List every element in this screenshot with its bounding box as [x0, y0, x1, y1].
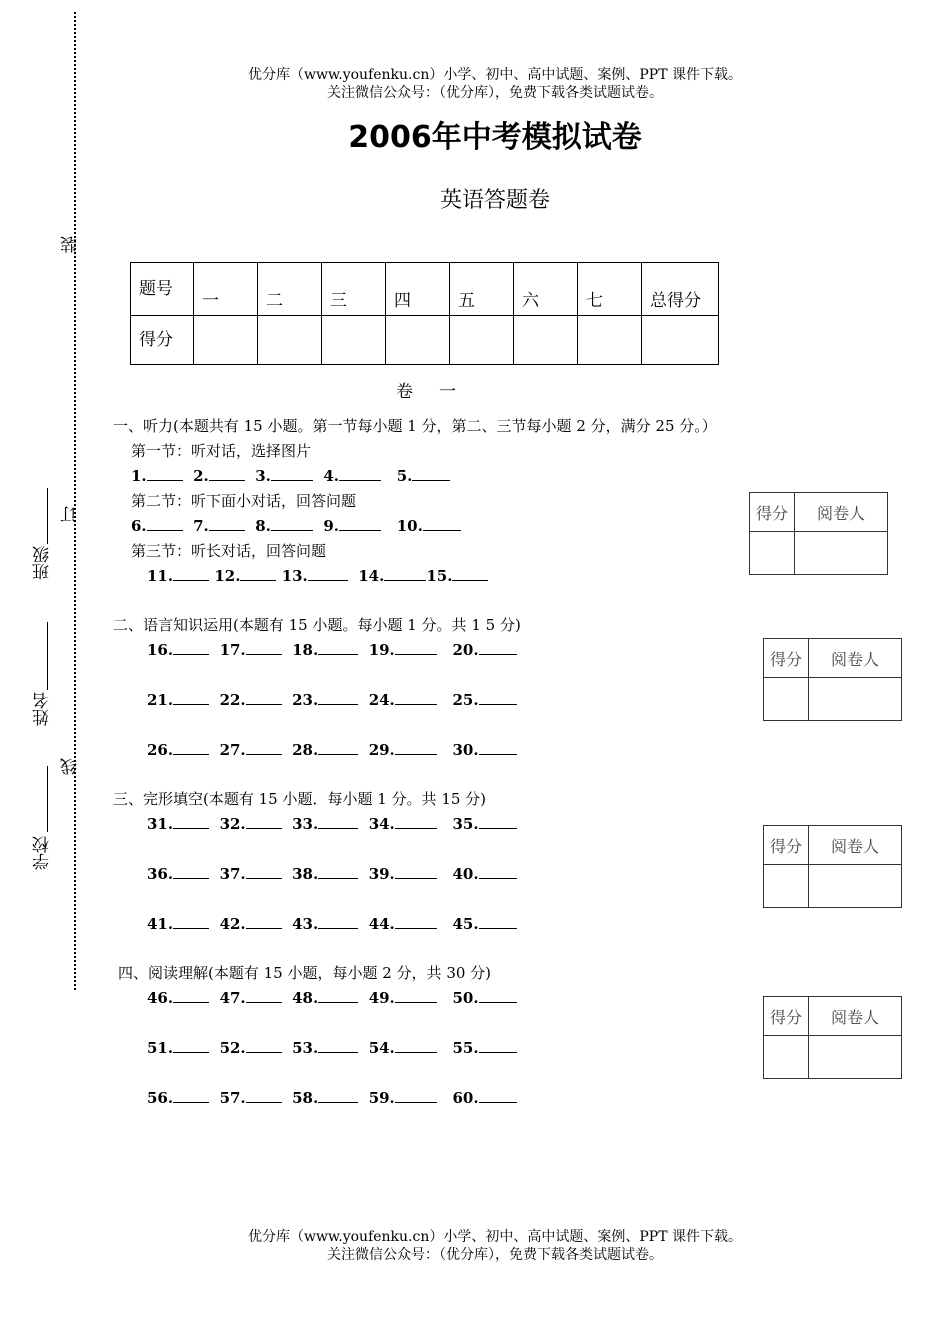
- answer-blank[interactable]: [240, 566, 276, 581]
- answer-blank[interactable]: [318, 864, 358, 879]
- question-number: 56.: [147, 1089, 174, 1107]
- question-number: 47.: [219, 989, 246, 1007]
- score-table: [130, 262, 719, 365]
- grade-box-reviewer-label: 阅卷人: [809, 826, 902, 865]
- question-number: 52.: [219, 1039, 246, 1057]
- answer-blank[interactable]: [412, 466, 450, 481]
- question-number: 57.: [219, 1089, 246, 1107]
- question-number: 38.: [292, 865, 319, 883]
- grade-box-score-cell[interactable]: [764, 1036, 809, 1079]
- question-number: 3.: [255, 467, 271, 485]
- score-col-6: 六: [514, 263, 578, 316]
- answer-row-51-55: [147, 1038, 517, 1057]
- answer-blank[interactable]: [479, 814, 517, 829]
- question-number: 5.: [396, 467, 413, 485]
- answer-blank[interactable]: [318, 640, 358, 655]
- score-col-4: 四: [386, 263, 450, 316]
- question-number: 42.: [219, 915, 246, 933]
- question-number: 24.: [368, 691, 395, 709]
- question-number: 27.: [219, 741, 246, 759]
- name-label: 姓名: [33, 692, 53, 726]
- grade-box-reviewer-label: 阅卷人: [795, 493, 888, 532]
- answer-blank[interactable]: [479, 864, 517, 879]
- volume-label: 卷一: [396, 382, 482, 402]
- section-3-title: 三、完形填空(本题有 15 小题．每小题 1 分。共 15 分): [113, 790, 487, 808]
- score-table-row2-label: 得分: [131, 316, 194, 365]
- footer-line-1: 优分库（www.youfenku.cn）小学、初中、高中试题、案例、PPT 课件下载。: [247, 1229, 742, 1245]
- question-number: 7.: [193, 517, 209, 535]
- answer-blank[interactable]: [318, 988, 358, 1003]
- binding-ding: 订: [61, 506, 81, 523]
- question-number: 34.: [368, 815, 395, 833]
- score-cell[interactable]: [194, 316, 258, 365]
- answer-row-11-15: [147, 566, 488, 585]
- answer-blank[interactable]: [318, 740, 358, 755]
- binding-zhuang: 装: [61, 236, 81, 253]
- answer-blank[interactable]: [395, 1038, 437, 1053]
- question-number: 11.: [147, 567, 174, 585]
- answer-blank[interactable]: [339, 516, 381, 531]
- grade-box-score-cell[interactable]: [764, 865, 809, 908]
- question-number: 49.: [368, 989, 395, 1007]
- score-col-5: 五: [450, 263, 514, 316]
- answer-blank[interactable]: [479, 914, 517, 929]
- answer-blank[interactable]: [395, 640, 437, 655]
- question-number: 14.: [358, 567, 385, 585]
- question-number: 43.: [292, 915, 319, 933]
- answer-blank[interactable]: [173, 640, 209, 655]
- question-number: 46.: [147, 989, 174, 1007]
- score-cell[interactable]: [322, 316, 386, 365]
- grade-box-4: [763, 996, 902, 1079]
- question-number: 20.: [452, 641, 479, 659]
- answer-blank[interactable]: [147, 516, 183, 531]
- answer-blank[interactable]: [423, 516, 461, 531]
- answer-blank[interactable]: [173, 814, 209, 829]
- answer-blank[interactable]: [395, 988, 437, 1003]
- answer-blank[interactable]: [395, 914, 437, 929]
- answer-row-46-50: [147, 988, 517, 1007]
- question-number: 55.: [452, 1039, 479, 1057]
- answer-blank[interactable]: [173, 864, 209, 879]
- answer-row-31-35: [147, 814, 517, 833]
- header-line-2: 关注微信公众号：（优分库），免费下载各类试题试卷。: [327, 85, 663, 101]
- section-1-part-1: 第一节：听对话，选择图片: [131, 442, 312, 460]
- answer-blank[interactable]: [246, 640, 282, 655]
- binding-xian: 线: [61, 758, 81, 775]
- binding-dotted-line: [74, 12, 76, 990]
- score-cell-total[interactable]: [642, 316, 719, 365]
- question-number: 10.: [396, 517, 423, 535]
- grade-box-2: [763, 638, 902, 721]
- question-number: 37.: [219, 865, 246, 883]
- answer-blank[interactable]: [173, 1088, 209, 1103]
- question-number: 6.: [131, 517, 147, 535]
- question-number: 45.: [452, 915, 479, 933]
- answer-blank[interactable]: [173, 566, 209, 581]
- question-number: 12.: [214, 567, 241, 585]
- score-cell[interactable]: [578, 316, 642, 365]
- page-subtitle: 英语答题卷: [439, 188, 550, 213]
- answer-blank[interactable]: [271, 466, 313, 481]
- grade-box-3: [763, 825, 902, 908]
- answer-blank[interactable]: [479, 690, 517, 705]
- answer-blank[interactable]: [173, 740, 209, 755]
- question-number: 39.: [368, 865, 395, 883]
- answer-blank[interactable]: [173, 914, 209, 929]
- question-number: 35.: [452, 815, 479, 833]
- question-number: 16.: [147, 641, 174, 659]
- answer-blank[interactable]: [318, 914, 358, 929]
- answer-blank[interactable]: [173, 1038, 209, 1053]
- answer-row-1-5: [131, 466, 450, 485]
- answer-row-16-20: [147, 640, 517, 659]
- answer-blank[interactable]: [246, 914, 282, 929]
- answer-blank[interactable]: [452, 566, 488, 581]
- answer-blank[interactable]: [395, 864, 437, 879]
- answer-blank[interactable]: [246, 864, 282, 879]
- question-number: 31.: [147, 815, 174, 833]
- question-number: 30.: [452, 741, 479, 759]
- answer-blank[interactable]: [147, 466, 183, 481]
- question-number: 15.: [426, 567, 453, 585]
- answer-blank[interactable]: [246, 1038, 282, 1053]
- school-label: 学校: [33, 836, 53, 870]
- answer-blank[interactable]: [246, 690, 282, 705]
- score-cell[interactable]: [450, 316, 514, 365]
- answer-blank[interactable]: [246, 1088, 282, 1103]
- answer-blank[interactable]: [308, 566, 348, 581]
- answer-blank[interactable]: [479, 1038, 517, 1053]
- score-table-header-row: [131, 263, 719, 316]
- school-field-line[interactable]: [47, 766, 48, 832]
- answer-blank[interactable]: [318, 814, 358, 829]
- answer-row-26-30: [147, 740, 517, 759]
- question-number: 22.: [219, 691, 246, 709]
- score-col-total: 总得分: [642, 263, 719, 316]
- question-number: 50.: [452, 989, 479, 1007]
- answer-blank[interactable]: [318, 1038, 358, 1053]
- name-field-line[interactable]: [47, 622, 48, 690]
- answer-blank[interactable]: [395, 690, 437, 705]
- question-number: 9.: [323, 517, 340, 535]
- score-col-1: 一: [194, 263, 258, 316]
- answer-row-56-60: [147, 1088, 517, 1107]
- class-field-line[interactable]: [47, 488, 48, 544]
- section-1-part-2: 第二节：听下面小对话，回答问题: [131, 492, 357, 510]
- question-number: 51.: [147, 1039, 174, 1057]
- answer-blank[interactable]: [271, 516, 313, 531]
- answer-row-41-45: [147, 914, 517, 933]
- question-number: 18.: [292, 641, 319, 659]
- grade-box-reviewer-cell[interactable]: [809, 678, 902, 721]
- score-cell[interactable]: [514, 316, 578, 365]
- score-cell[interactable]: [386, 316, 450, 365]
- question-number: 33.: [292, 815, 319, 833]
- score-col-2: 二: [258, 263, 322, 316]
- grade-box-score-label: 得分: [750, 493, 795, 532]
- answer-blank[interactable]: [384, 566, 426, 581]
- section-4-title: 四、阅读理解(本题有 15 小题，每小题 2 分，共 30 分): [118, 964, 492, 982]
- question-number: 59.: [368, 1089, 395, 1107]
- answer-blank[interactable]: [246, 814, 282, 829]
- section-1-title: 一、听力(本题共有 15 小题。第一节每小题 1 分，第二、三节每小题 2 分，满分 25 分。）: [113, 417, 717, 435]
- page-title: 2006年中考模拟试卷: [348, 120, 642, 155]
- answer-blank[interactable]: [173, 988, 209, 1003]
- question-number: 2.: [193, 467, 209, 485]
- question-number: 53.: [292, 1039, 319, 1057]
- answer-blank[interactable]: [479, 740, 517, 755]
- question-number: 21.: [147, 691, 174, 709]
- grade-box-score-label: 得分: [764, 997, 809, 1036]
- answer-row-6-10: [131, 516, 461, 535]
- question-number: 13.: [281, 567, 308, 585]
- grade-box-score-cell[interactable]: [764, 678, 809, 721]
- answer-blank[interactable]: [209, 466, 245, 481]
- question-number: 17.: [219, 641, 246, 659]
- answer-blank[interactable]: [479, 640, 517, 655]
- question-number: 54.: [368, 1039, 395, 1057]
- question-number: 32.: [219, 815, 246, 833]
- answer-blank[interactable]: [395, 1088, 437, 1103]
- question-number: 60.: [452, 1089, 479, 1107]
- answer-row-21-25: [147, 690, 517, 709]
- answer-blank[interactable]: [246, 988, 282, 1003]
- answer-blank[interactable]: [395, 740, 437, 755]
- grade-box-reviewer-cell[interactable]: [809, 865, 902, 908]
- section-1-part-3: 第三节：听长对话，回答问题: [131, 542, 327, 560]
- grade-box-reviewer-cell[interactable]: [795, 532, 888, 575]
- grade-box-score-cell[interactable]: [750, 532, 795, 575]
- question-number: 8.: [255, 517, 271, 535]
- grade-box-reviewer-label: 阅卷人: [809, 997, 902, 1036]
- grade-box-1: [749, 492, 888, 575]
- score-table-score-row: [131, 316, 719, 365]
- answer-blank[interactable]: [479, 988, 517, 1003]
- question-number: 23.: [292, 691, 319, 709]
- question-number: 41.: [147, 915, 174, 933]
- answer-blank[interactable]: [209, 516, 245, 531]
- grade-box-score-label: 得分: [764, 639, 809, 678]
- question-number: 36.: [147, 865, 174, 883]
- footer-line-2: 关注微信公众号：（优分库），免费下载各类试题试卷。: [327, 1247, 663, 1263]
- grade-box-reviewer-cell[interactable]: [809, 1036, 902, 1079]
- question-number: 4.: [323, 467, 340, 485]
- question-number: 28.: [292, 741, 319, 759]
- answer-blank[interactable]: [339, 466, 381, 481]
- question-number: 44.: [368, 915, 395, 933]
- score-table-row1-label: 题号: [131, 263, 194, 316]
- question-number: 40.: [452, 865, 479, 883]
- class-label: 班级: [33, 546, 53, 580]
- answer-blank[interactable]: [173, 690, 209, 705]
- header-line-1: 优分库（www.youfenku.cn）小学、初中、高中试题、案例、PPT 课件下载。: [247, 67, 742, 83]
- grade-box-score-label: 得分: [764, 826, 809, 865]
- score-col-7: 七: [578, 263, 642, 316]
- section-2-title: 二、语言知识运用(本题有 15 小题。每小题 1 分。共 1 5 分): [113, 616, 521, 634]
- question-number: 58.: [292, 1089, 319, 1107]
- answer-blank[interactable]: [318, 1088, 358, 1103]
- question-number: 25.: [452, 691, 479, 709]
- question-number: 1.: [131, 467, 147, 485]
- answer-blank[interactable]: [246, 740, 282, 755]
- score-col-3: 三: [322, 263, 386, 316]
- answer-blank[interactable]: [318, 690, 358, 705]
- answer-blank[interactable]: [479, 1088, 517, 1103]
- question-number: 48.: [292, 989, 319, 1007]
- answer-blank[interactable]: [395, 814, 437, 829]
- question-number: 29.: [368, 741, 395, 759]
- answer-row-36-40: [147, 864, 517, 883]
- question-number: 26.: [147, 741, 174, 759]
- score-cell[interactable]: [258, 316, 322, 365]
- question-number: 19.: [368, 641, 395, 659]
- grade-box-reviewer-label: 阅卷人: [809, 639, 902, 678]
